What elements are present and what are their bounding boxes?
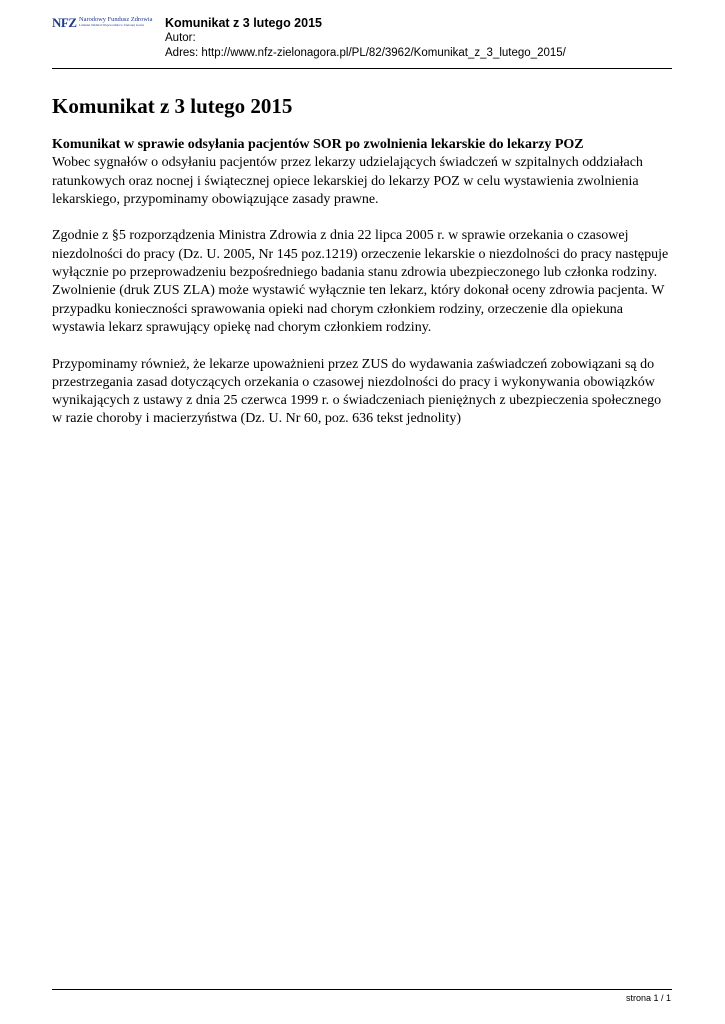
nfz-logo-name: Narodowy Fundusz Zdrowia [79,16,153,23]
header-author: Autor: [165,32,196,44]
page-header [52,14,672,69]
document-body [52,136,674,447]
paragraph-3: Przypominamy również, że lekarze upoważnieni przez ZUS do wydawania zaświadczeń zobowiązani są do przestrzegania zasad dotyczących orzekania o czasowej niezdolności do pracy i wykonywania obowiązków wynikających z ustawy z dnia 25 czerwca 1999 r. o świadczeniach pieniężnych z ubezpieczenia społecznego w razie choroby i macierzyństwa (Dz. U. Nr 60, poz. 636 tekst jednolity) [52,356,662,427]
header-title: Komunikat z 3 lutego 2015 [165,16,322,30]
nfz-logo [52,16,160,36]
header-address: Adres: http://www.nfz-zielonagora.pl/PL/82/3962/Komunikat_z_3_lutego_2015/ [165,47,566,59]
header-info [165,16,566,61]
paragraph-1: Wobec sygnałów o odsyłaniu pacjentów przez lekarzy udzielających świadczeń w szpitalnych oddziałach ratunkowych oraz nocnej i świątecznej opiece lekarskiej do lekarzy POZ w celu wystawienia zwolnienia lekarskiego, przypominamy obowiązujące zasady prawne. [52,155,643,207]
nfz-logo-subtitle: Lubuski Oddział Wojewódzki w Zielonej Górze [79,23,145,27]
footer-divider [52,989,672,990]
paragraph-2: Zgodnie z §5 rozporządzenia Ministra Zdrowia z dnia 22 lipca 2005 r. w sprawie orzekania o czasowej niezdolności do pracy (Dz. U. 2005, Nr 145 poz.1219) orzeczenie lekarskie o niezdolności do pracy następuje wyłącznie po przeprowadzeniu bezpośredniego badania stanu zdrowia ubezpieczonego lub członka rodziny. Zwolnienie (druk ZUS ZLA) może wystawić wyłącznie ten lekarz, który dokonał oceny zdrowia pacjenta. W przypadku konieczności sprawowania opieki nad chorym członkiem rodziny, orzeczenie dla opiekuna wystawia lekarz sprawujący opiekę nad chorym członkiem rodziny. [52,228,669,335]
document-lead: Komunikat w sprawie odsyłania pacjentów SOR po zwolnienia lekarskie do lekarzy POZ [52,137,584,152]
document-title: Komunikat z 3 lutego 2015 [52,94,293,118]
nfz-logo-mark: NFZ [52,15,77,30]
page-number: strona 1 / 1 [625,993,671,1003]
